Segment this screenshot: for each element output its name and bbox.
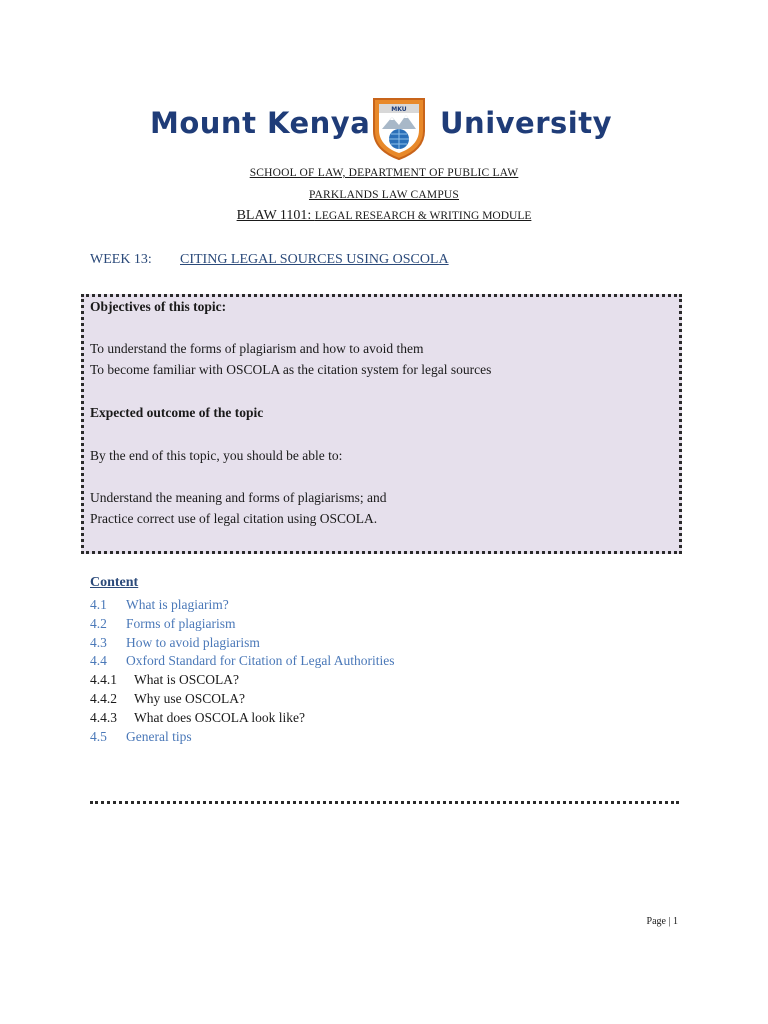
objective-item: To understand the forms of plagiarism and how to avoid them [90, 341, 424, 356]
university-name-right: University [440, 106, 612, 140]
toc-number: 4.2 [90, 616, 107, 631]
module-title: LEGAL RESEARCH & WRITING MODULE [314, 210, 532, 222]
outcome-item: Understand the meaning and forms of plagiarisms; and [90, 490, 387, 505]
toc-number: 4.5 [90, 729, 107, 744]
page-label: Page [646, 916, 666, 927]
toc-number: 4.4.1 [90, 672, 117, 687]
toc-item[interactable] [90, 597, 229, 613]
crest-text: MKU [391, 106, 407, 113]
week-label: WEEK 13: [90, 252, 152, 267]
toc-number: 4.4.2 [90, 691, 117, 706]
outcome-item: Practice correct use of legal citation using OSCOLA. [90, 511, 378, 526]
toc-text: How to avoid plagiarism [126, 635, 260, 650]
campus-heading: PARKLANDS LAW CAMPUS [308, 189, 460, 201]
week-topic: CITING LEGAL SOURCES USING OSCOLA [180, 252, 449, 267]
toc-number: 4.3 [90, 635, 107, 650]
toc-item[interactable] [90, 672, 239, 688]
school-department-heading: SCHOOL OF LAW, DEPARTMENT OF PUBLIC LAW [249, 167, 519, 179]
page-separator: | [668, 916, 671, 927]
toc-text: What is plagiarim? [126, 597, 229, 612]
outcome-heading: Expected outcome of the topic [90, 405, 264, 420]
page-number: 1 [673, 916, 678, 927]
toc-item[interactable] [90, 653, 394, 669]
toc-item[interactable] [90, 710, 305, 726]
module-heading [0, 208, 768, 224]
toc-text: General tips [126, 729, 192, 744]
outcome-intro: By the end of this topic, you should be able to: [90, 448, 343, 463]
toc-text: Forms of plagiarism [126, 616, 236, 631]
toc-number: 4.4 [90, 653, 107, 668]
toc-text: What does OSCOLA look like? [134, 710, 305, 725]
toc-item[interactable] [90, 729, 192, 745]
university-crest-icon [370, 95, 428, 161]
toc-item[interactable] [90, 691, 245, 707]
content-heading[interactable]: Content [90, 575, 139, 590]
page-footer [647, 916, 678, 927]
toc-text: What is OSCOLA? [134, 672, 239, 687]
toc-number: 4.1 [90, 597, 107, 612]
toc-item[interactable] [90, 616, 236, 632]
dotted-divider [90, 801, 679, 804]
objective-item: To become familiar with OSCOLA as the citation system for legal sources [90, 362, 492, 377]
module-code: BLAW 1101: [236, 208, 315, 223]
objectives-heading: Objectives of this topic: [90, 299, 227, 314]
university-name-left: Mount Kenya [150, 106, 371, 140]
toc-text: Why use OSCOLA? [134, 691, 245, 706]
toc-text: Oxford Standard for Citation of Legal Authorities [126, 653, 395, 668]
toc-number: 4.4.3 [90, 710, 117, 725]
toc-item[interactable] [90, 635, 260, 651]
